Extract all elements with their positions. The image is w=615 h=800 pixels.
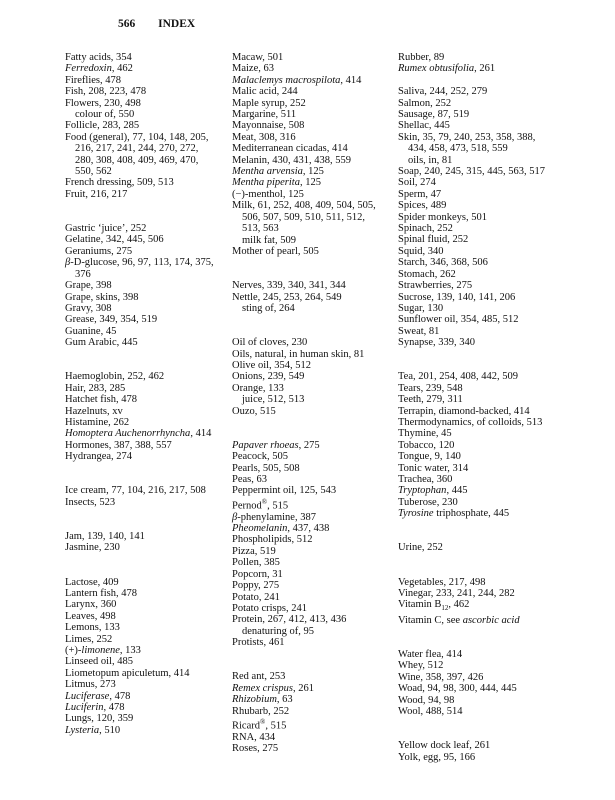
index-gap (398, 565, 598, 576)
index-entry: Lungs, 120, 359 (65, 713, 134, 725)
index-entry: Leaves, 498 (65, 610, 116, 622)
index-entry: Pizza, 519 (232, 545, 276, 557)
index-entry: Flowers, 230, 498 (65, 97, 141, 109)
index-entry: Whey, 512 (398, 660, 444, 672)
index-entry: Fruit, 216, 217 (65, 188, 128, 200)
index-entry: Sausage, 87, 519 (398, 109, 470, 121)
index-entry: Haemoglobin, 252, 462 (65, 371, 165, 383)
index-entry: Tuberose, 230 (398, 496, 458, 508)
index-entry: Jam, 139, 140, 141 (65, 530, 145, 542)
index-entry: Thymine, 45 (398, 428, 452, 440)
index-gap (232, 257, 392, 268)
index-entry: Pernod®, 515 (232, 497, 289, 512)
index-entry: Strawberries, 275 (398, 280, 473, 292)
index-entry: Lactose, 409 (65, 576, 119, 588)
index-entry: Grease, 349, 354, 519 (65, 314, 158, 326)
index-entry: Protists, 461 (232, 637, 285, 649)
index-entry: Milk, 61, 252, 408, 409, 504, 505, (232, 200, 376, 212)
page-number: 566 (118, 18, 136, 30)
index-entry: Squid, 340 (398, 245, 444, 257)
index-subentry: juice, 512, 513 (242, 394, 305, 406)
index-entry-continuation: 376 (75, 268, 91, 280)
index-entry: Lantern fish, 478 (65, 587, 138, 599)
index-entry: Follicle, 283, 285 (65, 120, 140, 132)
index-entry: Luciferase, 478 (65, 690, 131, 702)
index-entry: Jasmine, 230 (65, 542, 120, 554)
index-gap (65, 474, 230, 485)
index-entry: Yellow dock leaf, 261 (398, 740, 491, 752)
index-entry: Potato, 241 (232, 591, 280, 603)
index-entry: Saliva, 244, 252, 279 (398, 86, 488, 98)
index-gap (65, 508, 230, 519)
index-entry: Histamine, 262 (65, 416, 130, 428)
index-entry: Stomach, 262 (398, 268, 456, 280)
index-entry: Vitamin $B_{12}$, 462 (398, 599, 470, 613)
index-entry: Gastric ‘juice’, 252 (65, 223, 147, 235)
index-entry: Potato crisps, 241 (232, 602, 307, 614)
index-gap (398, 75, 598, 86)
index-entry-continuation: 434, 458, 473, 518, 559 (408, 143, 508, 155)
index-entry-continuation: 280, 308, 408, 409, 469, 470, (75, 154, 199, 166)
index-entry-continuation: 550, 562 (75, 166, 112, 178)
index-gap (65, 554, 230, 565)
index-entry: Soap, 240, 245, 315, 445, 563, 517 (398, 166, 545, 178)
index-entry: Gum Arabic, 445 (65, 337, 138, 349)
index-gap (398, 520, 598, 531)
index-entry: Pollen, 385 (232, 557, 280, 569)
index-entry: Luciferin, 478 (65, 702, 125, 713)
index-entry: Ice cream, 77, 104, 216, 217, 508 (65, 485, 206, 497)
index-entry: Red ant, 253 (232, 671, 286, 683)
index-entry: Protein, 267, 412, 413, 436 (232, 614, 347, 626)
index-entry: Maize, 63 (232, 63, 274, 75)
index-entry: Hatchet fish, 478 (65, 394, 138, 406)
index-entry: Gravy, 308 (65, 302, 112, 314)
index-entry: Salmon, 252 (398, 97, 452, 109)
index-entry: Rhizobium, 63 (232, 694, 293, 706)
index-entry: Spider monkeys, 501 (398, 211, 487, 223)
index-entry: Spices, 489 (398, 200, 447, 212)
index-entry: Limes, 252 (65, 633, 113, 645)
index-gap (398, 626, 598, 637)
index-gap (398, 349, 598, 360)
index-entry: β-D-glucose, 96, 97, 113, 174, 375, (65, 257, 214, 269)
index-entry: Remex crispus, 261 (232, 682, 314, 694)
page-title: INDEX (158, 18, 196, 30)
index-gap (398, 360, 598, 371)
index-entry: Nerves, 339, 340, 341, 344 (232, 280, 346, 292)
index-gap (232, 314, 392, 325)
index-entry: Onions, 239, 549 (232, 371, 305, 383)
index-entry: Synapse, 339, 340 (398, 337, 475, 349)
index-entry: Macaw, 501 (232, 52, 284, 63)
index-gap (232, 660, 392, 671)
index-entry: Oil of cloves, 230 (232, 337, 308, 349)
index-gap (65, 520, 230, 531)
index-entry: Soil, 274 (398, 177, 436, 189)
index-entry: Woad, 94, 98, 300, 444, 445 (398, 683, 517, 695)
index-entry: Peas, 63 (232, 473, 267, 485)
index-entry: Olive oil, 354, 512 (232, 359, 312, 371)
index-entry: Shellac, 445 (398, 120, 450, 132)
index-entry: Sperm, 47 (398, 188, 442, 200)
index-entry: Vinegar, 233, 241, 244, 282 (398, 587, 515, 599)
index-entry: Teeth, 279, 311 (398, 394, 463, 406)
index-entry: Mayonnaise, 508 (232, 120, 305, 132)
index-gap (398, 729, 598, 740)
index-entry: Skin, 35, 79, 240, 253, 358, 388, (398, 131, 536, 143)
index-entry: Meat, 308, 316 (232, 131, 296, 143)
index-entry: Maple syrup, 252 (232, 97, 306, 109)
index-entry: Ricard®, 515 (232, 717, 287, 732)
index-gap (65, 349, 230, 360)
index-column-2 (232, 52, 392, 755)
index-entry: Sweat, 81 (398, 325, 440, 337)
index-entry: Hair, 283, 285 (65, 382, 126, 394)
index-subentry: sting of, 264 (242, 302, 295, 314)
index-entry: Peppermint oil, 125, 543 (232, 485, 337, 497)
index-gap (398, 531, 598, 542)
index-entry: Melanin, 430, 431, 438, 559 (232, 154, 351, 166)
index-entry: Tea, 201, 254, 408, 442, 509 (398, 371, 519, 383)
index-entry: Litmus, 273 (65, 679, 116, 691)
index-entry: Urine, 252 (398, 542, 443, 554)
index-entry: Phospholipids, 512 (232, 534, 313, 546)
index-entry-continuation: 513, 563 (242, 223, 279, 235)
index-entry: Tongue, 9, 140 (398, 451, 461, 463)
page-header (118, 18, 215, 30)
index-entry: Wool, 488, 514 (398, 706, 463, 718)
index-entry: Tears, 239, 548 (398, 382, 463, 394)
index-entry: French dressing, 509, 513 (65, 177, 174, 189)
index-entry: Mediterranean cicadas, 414 (232, 143, 348, 155)
index-entry: Peacock, 505 (232, 451, 288, 463)
index-entry: (+)-limonene, 133 (65, 644, 141, 656)
index-entry: Oils, natural, in human skin, 81 (232, 348, 365, 360)
index-entry: (−)-menthol, 125 (232, 188, 304, 200)
index-gap (232, 428, 392, 439)
index-subentry: milk fat, 509 (242, 234, 296, 246)
index-entry: Tyrosine triphosphate, 445 (398, 508, 510, 520)
index-entry: Rumex obtusifolia, 261 (398, 63, 496, 75)
index-entry: Mentha arvensia, 125 (232, 166, 324, 178)
index-entry: Wood, 94, 98 (398, 694, 455, 706)
index-entry: Malic acid, 244 (232, 86, 298, 98)
index-entry: Guanine, 45 (65, 325, 117, 337)
index-entry: Geraniums, 275 (65, 245, 133, 257)
index-entry: Liometopum apiculetum, 414 (65, 667, 190, 679)
index-entry: Larynx, 360 (65, 599, 117, 611)
index-entry: Terrapin, diamond-backed, 414 (398, 405, 530, 417)
index-entry: Ferredoxin, 462 (65, 63, 133, 75)
index-subentry: oils, in, 81 (408, 154, 453, 166)
index-gap (398, 554, 598, 565)
index-gap (232, 649, 392, 660)
index-column-3 (398, 52, 598, 763)
index-entry: Rhubarb, 252 (232, 705, 290, 717)
index-entry: Homoptera Auchenorrhyncha, 414 (65, 428, 212, 440)
index-entry: Orange, 133 (232, 382, 284, 394)
index-subentry: denaturing of, 95 (242, 625, 315, 637)
index-entry: Sucrose, 139, 140, 141, 206 (398, 291, 516, 303)
index-gap (65, 360, 230, 371)
index-entry: Fish, 208, 223, 478 (65, 86, 147, 98)
index-entry: Linseed oil, 485 (65, 656, 133, 668)
index-entry: Tryptophan, 445 (398, 485, 468, 497)
index-entry: Lemons, 133 (65, 622, 120, 634)
index-entry: Mother of pearl, 505 (232, 245, 319, 257)
index-entry: Lysteria, 510 (65, 724, 121, 736)
index-column-1 (65, 52, 230, 736)
index-entry: Pheomelanin, 437, 438 (232, 523, 330, 535)
index-entry: Spinal fluid, 252 (398, 234, 469, 246)
index-entry-continuation: 506, 507, 509, 510, 511, 512, (242, 211, 365, 223)
index-entry: Mentha piperita, 125 (232, 177, 321, 189)
index-entry: Thermodynamics, of colloids, 513 (398, 416, 543, 428)
index-entry: Tobacco, 120 (398, 439, 455, 451)
index-gap (232, 417, 392, 428)
index-gap (398, 718, 598, 729)
index-entry: Grape, skins, 398 (65, 291, 139, 303)
index-entry: Wine, 358, 397, 426 (398, 671, 484, 683)
index-entry: Gelatine, 342, 445, 506 (65, 234, 164, 246)
index-entry: Fireflies, 478 (65, 74, 121, 86)
index-entry: Vegetables, 217, 498 (398, 576, 486, 588)
index-entry: Nettle, 245, 253, 264, 549 (232, 291, 342, 303)
index-entry: Starch, 346, 368, 506 (398, 257, 488, 269)
index-gap (232, 326, 392, 337)
index-gap (398, 638, 598, 649)
index-entry: Water flea, 414 (398, 649, 463, 661)
index-entry: Roses, 275 (232, 743, 279, 755)
index-entry: Poppy, 275 (232, 580, 280, 592)
index-entry: Insects, 523 (65, 496, 116, 508)
index-entry: RNA, 434 (232, 731, 276, 743)
index-entry: Hazelnuts, xv (65, 405, 123, 417)
index-entry: Pearls, 505, 508 (232, 462, 300, 474)
index-entry: Trachea, 360 (398, 473, 453, 485)
index-entry: Papaver rhoeas, 275 (232, 439, 320, 451)
index-entry: Ouzo, 515 (232, 405, 276, 417)
index-entry: Grape, 398 (65, 280, 112, 292)
index-entry: Fatty acids, 354 (65, 52, 132, 63)
index-entry: Spinach, 252 (398, 223, 453, 235)
index-entry: Margarine, 511 (232, 109, 297, 121)
index-entry-continuation: 216, 217, 241, 244, 270, 272, (75, 143, 199, 155)
index-subentry: colour of, 550 (75, 109, 135, 121)
index-gap (65, 200, 230, 211)
index-entry: Yolk, egg, 95, 166 (398, 751, 476, 763)
index-entry: Sunflower oil, 354, 485, 512 (398, 314, 519, 326)
index-entry: Malaclemys macrospilota, 414 (232, 74, 362, 86)
index-entry: Vitamin C, see ascorbic acid (398, 614, 520, 626)
index-gap (65, 463, 230, 474)
index-entry: Hormones, 387, 388, 557 (65, 439, 172, 451)
index-entry: Popcorn, 31 (232, 568, 283, 580)
index-entry: Food (general), 77, 104, 148, 205, (65, 131, 209, 143)
index-gap (65, 565, 230, 576)
index-entry: Sugar, 130 (398, 302, 444, 314)
index-gap (65, 212, 230, 223)
index-entry: β-phenylamine, 387 (232, 511, 316, 523)
index-entry: Rubber, 89 (398, 52, 445, 63)
index-entry: Hydrangea, 274 (65, 451, 133, 463)
index-entry: Tonic water, 314 (398, 462, 469, 474)
index-gap (232, 269, 392, 280)
